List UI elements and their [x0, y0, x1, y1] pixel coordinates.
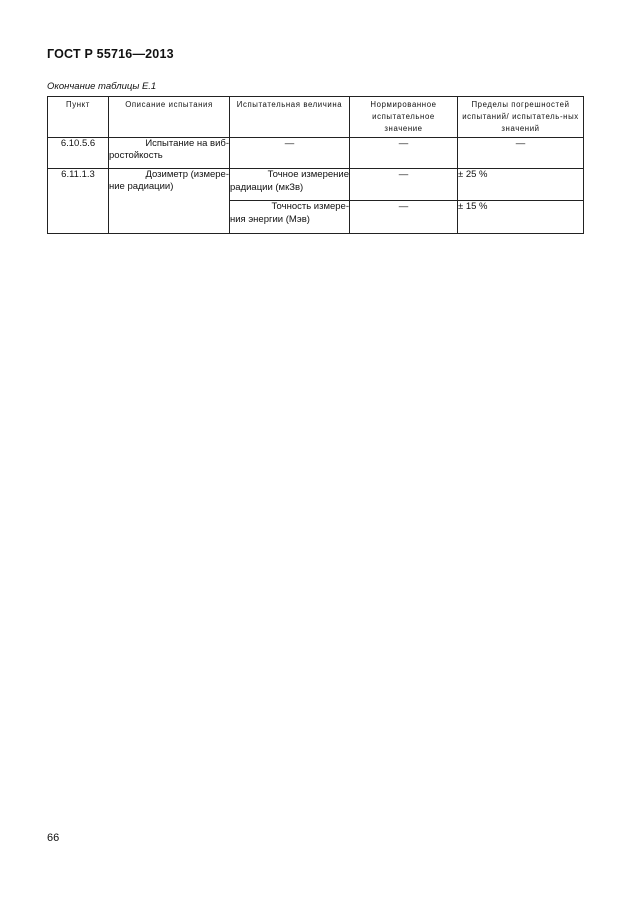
- quantity-line-2: ния энергии (Мэв): [230, 213, 310, 225]
- cell-punkt: 6.11.1.3: [48, 169, 109, 234]
- column-header-description: Описание испытания: [109, 97, 230, 138]
- cell-error-limits: ± 15 %: [458, 201, 584, 234]
- page-number: 66: [47, 832, 60, 844]
- quantity-line-1: Точность измере-: [271, 201, 349, 212]
- table-caption: Окончание таблицы Е.1: [47, 81, 157, 92]
- cell-description: [109, 169, 230, 234]
- cell-test-quantity: —: [230, 138, 350, 169]
- column-header-test-quantity: Испытательная величина: [230, 97, 350, 138]
- description-line-2: ние радиации): [109, 181, 174, 192]
- cell-normalized-value: —: [350, 201, 458, 234]
- quantity-line-1: Точное измерение: [267, 169, 349, 180]
- description-line-1: Испытание на виб-: [145, 138, 229, 149]
- cell-test-quantity: [230, 169, 350, 201]
- cell-error-limits: —: [458, 138, 584, 169]
- description-line-1: Дозиметр (измере-: [145, 169, 229, 180]
- column-header-error-limits: Пределы погрешностей испытаний/ испытатель-ных значений: [458, 97, 584, 138]
- table-header-row: [48, 97, 584, 138]
- table-row: [48, 169, 584, 201]
- cell-normalized-value: —: [350, 169, 458, 201]
- description-line-2: ростойкость: [109, 150, 163, 161]
- table-row: [48, 138, 584, 169]
- cell-normalized-value: —: [350, 138, 458, 169]
- cell-description: [109, 138, 230, 169]
- cell-test-quantity: [230, 201, 350, 234]
- table-e1: [47, 96, 584, 234]
- cell-punkt: 6.10.5.6: [48, 138, 109, 169]
- column-header-punkt: Пункт: [48, 97, 109, 138]
- document-standard-title: ГОСТ Р 55716—2013: [47, 47, 174, 61]
- cell-error-limits: ± 25 %: [458, 169, 584, 201]
- column-header-normalized-value: Нормированное испытательное значение: [350, 97, 458, 138]
- quantity-line-2: радиации (мкЗв): [230, 181, 304, 193]
